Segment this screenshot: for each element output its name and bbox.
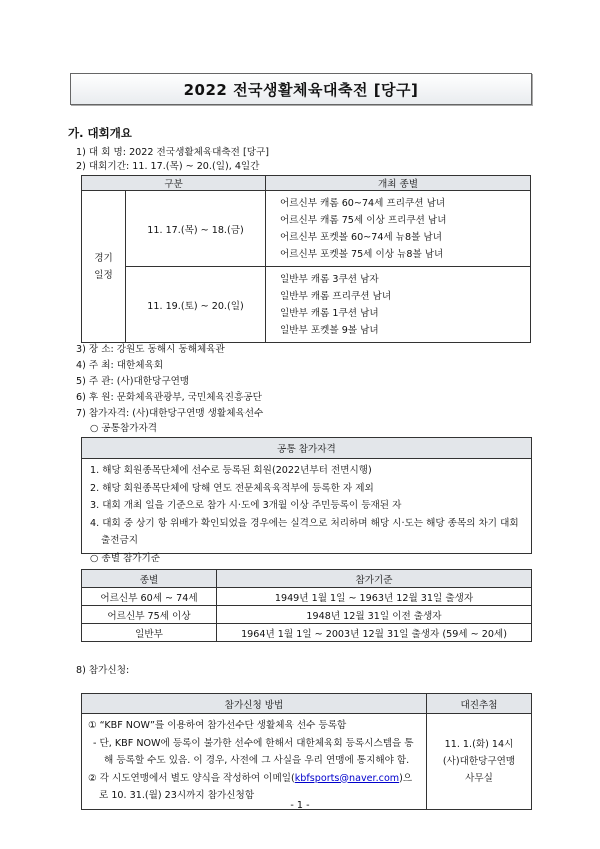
- criteria-cell: 1964년 1월 1일 ~ 2003년 12월 31일 출생자 (59세 ~ 20세): [217, 624, 532, 642]
- date-cell: 11. 17.(목) ~ 18.(금): [126, 191, 266, 267]
- page-number: - 1 -: [290, 800, 310, 811]
- event-item: 일반부 캐롬 프리쿠션 남녀: [280, 291, 392, 302]
- schedule-table: [81, 175, 531, 343]
- event-item: 어르신부 캐롬 60~74세 프리쿠션 남녀: [280, 198, 446, 209]
- method-sub-item: - 단, KBF NOW에 등록이 불가한 선수에 한해서 대한체육회 등록시스템을 통해 등록할 수도 있음. 이 경우, 사전에 그 사실을 우리 연맹에 통지해야 함.: [93, 737, 414, 766]
- table-row: [82, 606, 532, 624]
- method-item: ① “KBF NOW”를 이용하여 참가선수단 생활체육 선수 등록함: [88, 720, 347, 731]
- method-item-text: )으로 10. 31.(월) 23시까지 참가신청함: [99, 772, 413, 801]
- eligibility-line: 7) 참가자격: (사)대한당구연맹 생활체육선수: [76, 408, 264, 419]
- draw-place: 사무실: [465, 772, 493, 784]
- col-header-draw: 대진추첨: [427, 694, 532, 714]
- application-method-cell: [82, 714, 427, 810]
- division-cell: 어르신부 60세 ~ 74세: [82, 588, 217, 606]
- eligibility-item: 1. 해당 회원종목단체에 선수로 등록된 회원(2022년부터 전면시행): [90, 465, 372, 476]
- eligibility-item: 4. 대회 중 상기 항 위배가 확인되었을 경우에는 실격으로 처리하며 해당 시·도는 해당 종목의 차기 대회 출전금지: [90, 517, 519, 546]
- document-title: 2022 전국생활체육대축전 [당구]: [70, 73, 532, 105]
- col-header-division: 종별: [82, 570, 217, 588]
- event-item: 일반부 캐롬 3쿠션 남자: [280, 274, 379, 285]
- host-line: 4) 주 최: 대한체육회: [76, 360, 164, 371]
- event-period-line: 2) 대회기간: 11. 17.(목) ~ 20.(일), 4일간: [76, 161, 260, 172]
- table-row: [82, 588, 532, 606]
- sponsor-line: 6) 후 원: 문화체육관광부, 국민체육진흥공단: [76, 392, 262, 403]
- event-item: 일반부 포켓볼 9볼 남녀: [280, 325, 379, 336]
- col-header-category: 구분: [82, 176, 266, 191]
- method-item-text: ② 각 시도연맹에서 별도 양식을 작성하여 이메일(: [88, 772, 295, 784]
- events-cell: [266, 267, 531, 343]
- common-eligibility-header: 공통 참가자격: [82, 438, 532, 459]
- col-header-events: 개최 종별: [266, 176, 531, 191]
- draw-time: 11. 1.(화) 14시: [444, 738, 514, 750]
- common-eligibility-table: [81, 437, 532, 554]
- event-item: 어르신부 캐롬 75세 이상 프리쿠션 남녀: [280, 215, 447, 226]
- venue-line: 3) 장 소: 강원도 동해시 동해체육관: [76, 344, 225, 355]
- event-item: 어르신부 포켓볼 60~74세 뉴8볼 남녀: [280, 232, 442, 243]
- common-eligibility-body: [82, 459, 532, 554]
- email-link[interactable]: kbfsports@naver.com: [294, 772, 400, 784]
- col-header-method: 참가신청 방법: [82, 694, 427, 714]
- organizer-line: 5) 주 관: (사)대한당구연맹: [76, 376, 190, 387]
- schedule-group-cell: [82, 191, 126, 343]
- section-heading: 가. 대회개요: [68, 126, 132, 140]
- age-criteria-label: ○ 종별 참가기준: [90, 553, 161, 564]
- events-cell: [266, 191, 531, 267]
- division-cell: 일반부: [82, 624, 217, 642]
- eligibility-item: 2. 해당 회원종목단체에 당해 연도 전문체육육적부에 등록한 자 제외: [90, 482, 374, 494]
- date-cell: 11. 19.(토) ~ 20.(일): [126, 267, 266, 343]
- col-header-criteria: 참가기준: [217, 570, 532, 588]
- table-row: [82, 624, 532, 642]
- event-item: 어르신부 포켓볼 75세 이상 뉴8볼 남녀: [280, 249, 444, 260]
- application-label: 8) 참가신청:: [76, 665, 130, 676]
- event-item: 일반부 캐롬 1쿠션 남녀: [280, 308, 379, 319]
- division-cell: 어르신부 75세 이상: [82, 606, 217, 624]
- draw-cell: [427, 714, 532, 810]
- group-label-line1: 경기: [94, 252, 113, 264]
- common-eligibility-label: ○ 공통참가자격: [90, 423, 158, 434]
- eligibility-item: 3. 대회 개최 일을 기준으로 참가 시·도에 3개월 이상 주민등록이 등재된 자: [90, 500, 402, 511]
- group-label-line2: 일정: [94, 269, 113, 281]
- application-table: [81, 693, 532, 810]
- event-name-line: 1) 대 회 명: 2022 전국생활체육대축전 [당구]: [76, 147, 270, 158]
- draw-organizer: (사)대한당구연맹: [442, 755, 516, 767]
- criteria-cell: 1948년 12월 31일 이전 출생자: [217, 606, 532, 624]
- age-criteria-table: [81, 569, 532, 642]
- criteria-cell: 1949년 1월 1일 ~ 1963년 12월 31일 출생자: [217, 588, 532, 606]
